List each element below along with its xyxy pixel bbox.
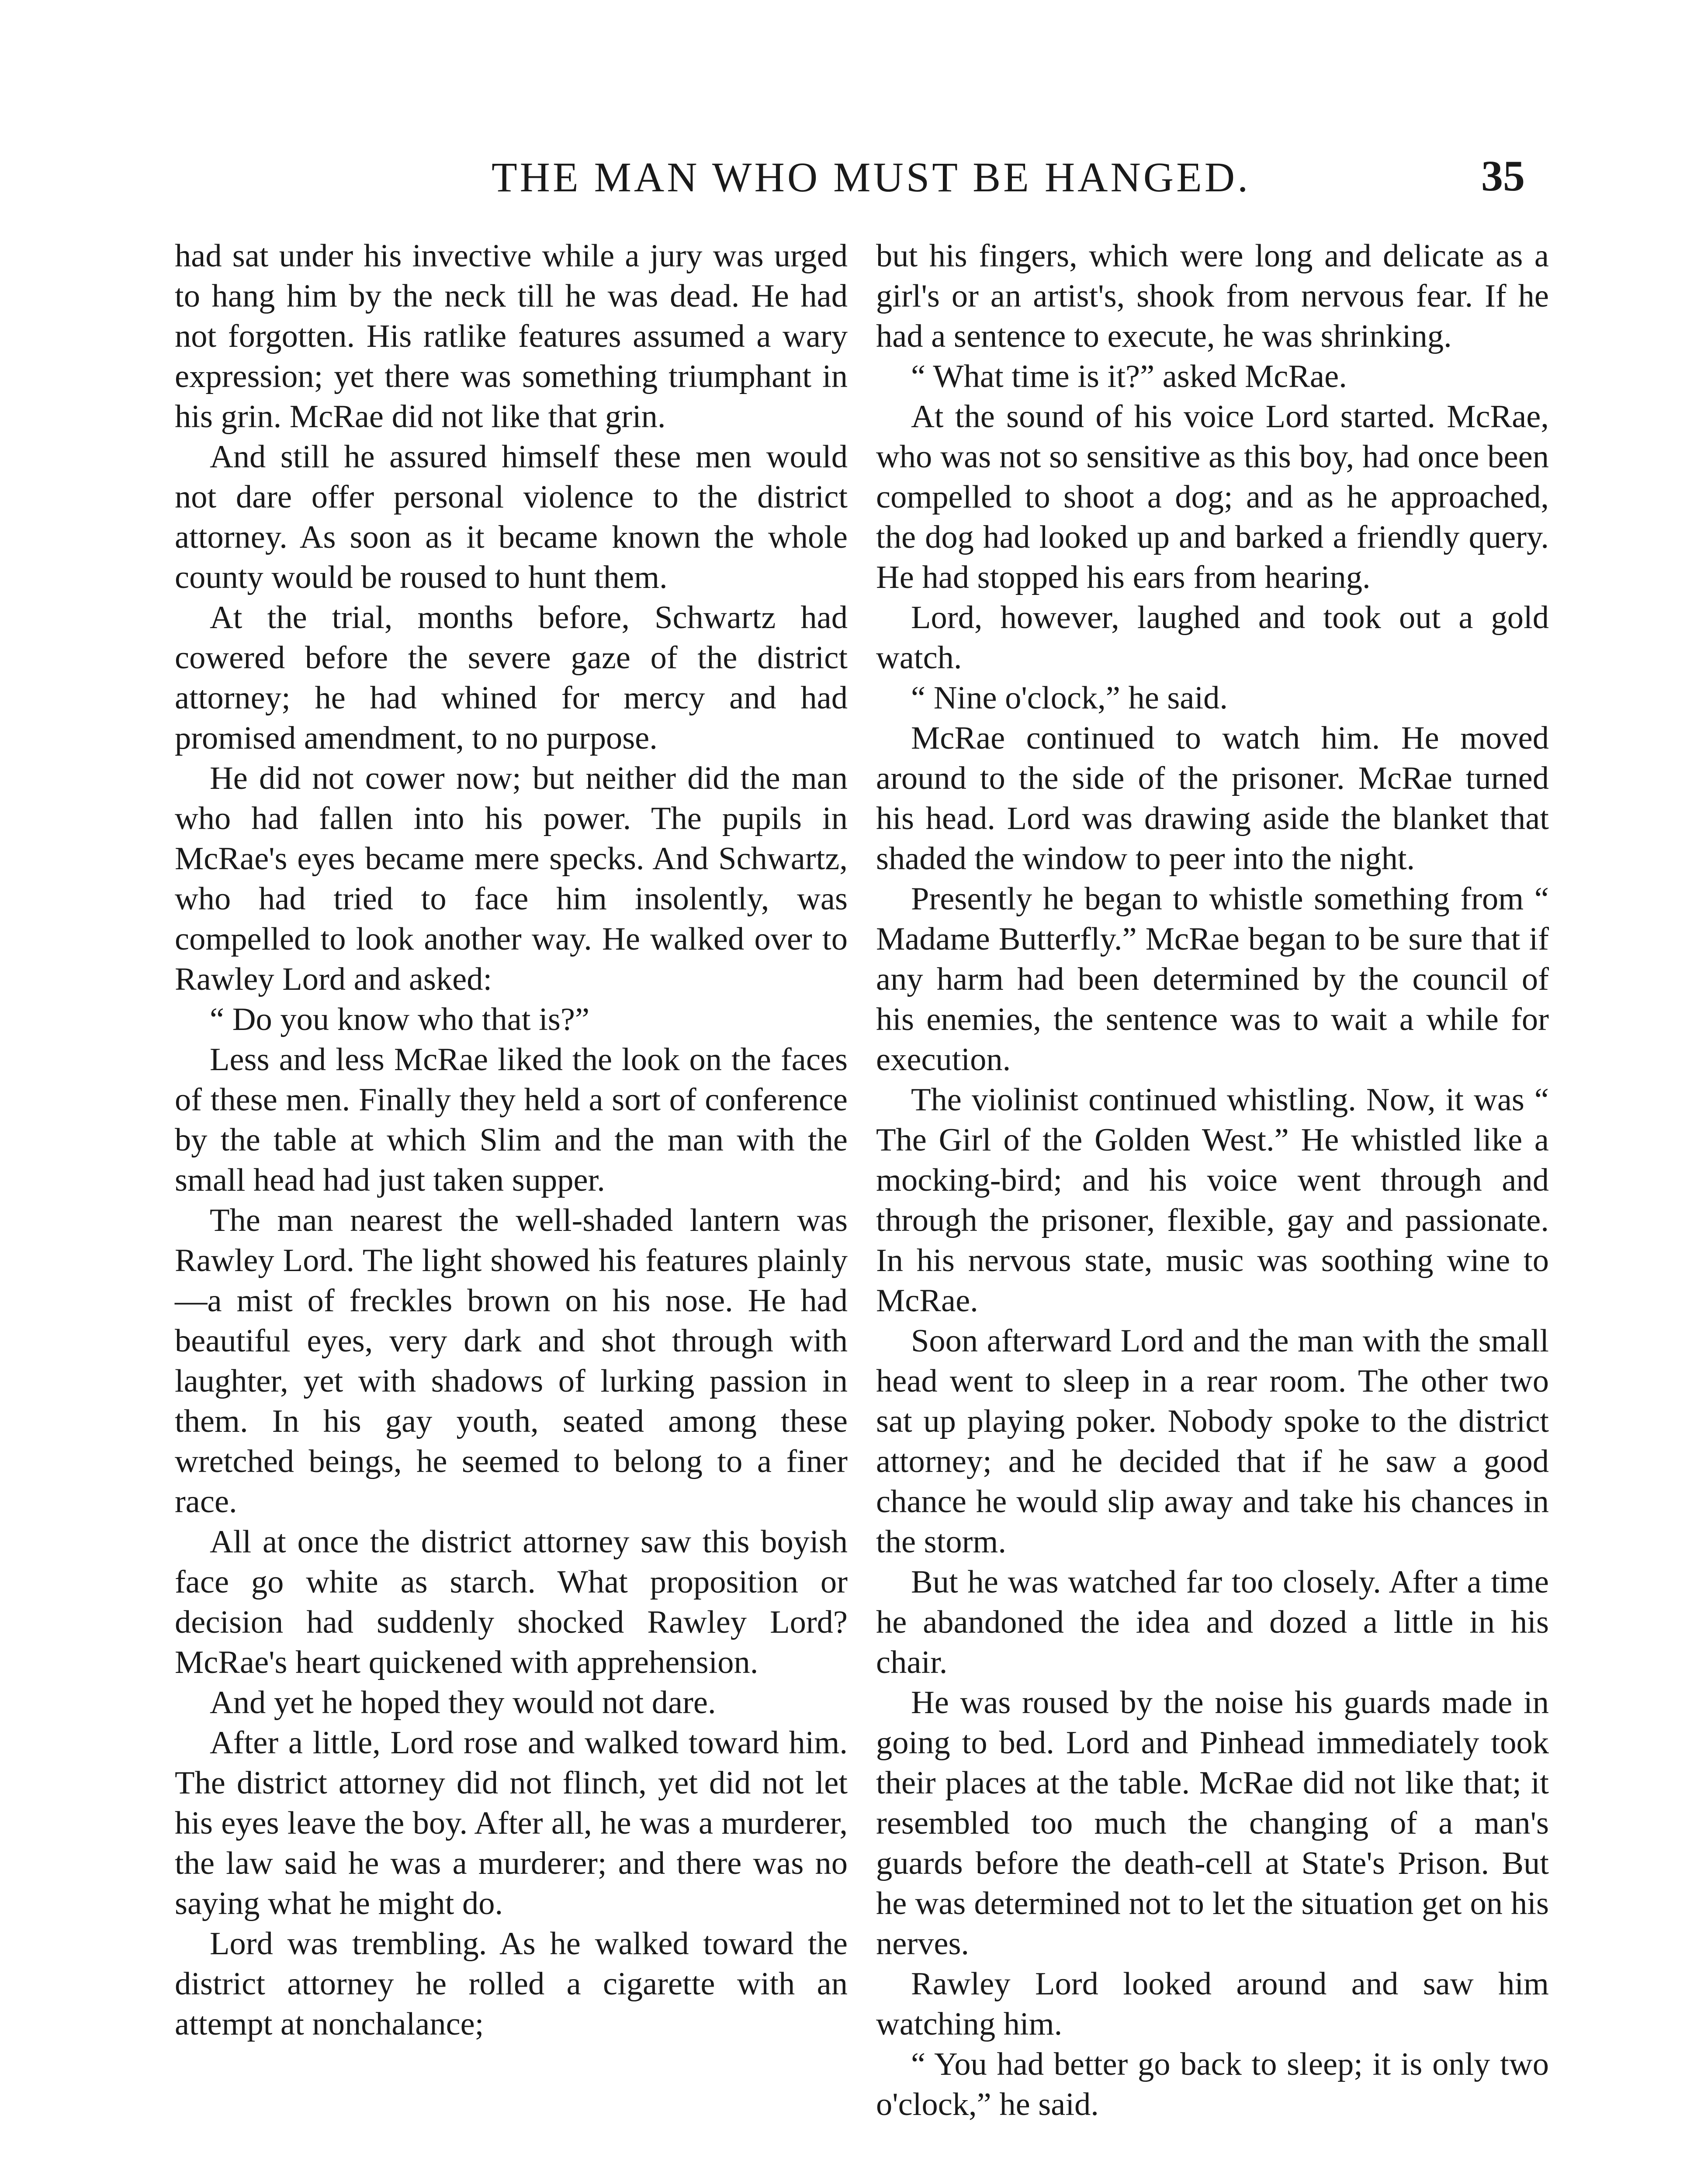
paragraph: Lord, however, laughed and took out a gold watch. xyxy=(876,600,1549,676)
running-title: THE MAN WHO MUST BE HANGED. xyxy=(492,154,1251,200)
paragraph: At the sound of his voice Lord started. McRae, who was not so sensitive as this boy, had once been compelled to shoot a dog; and as he approached, the dog had looked up and barked a friendly query. He had stopped his ears from hearing. xyxy=(876,399,1549,595)
paragraph: Lord was trembling. As he walked toward the district attorney he rolled a cigarette with an attempt at nonchalance; xyxy=(175,1926,848,2042)
paragraph: But he was watched far too closely. After a time he abandoned the idea and dozed a little in his chair. xyxy=(876,1564,1549,1680)
page-number: 35 xyxy=(1481,152,1525,200)
right-column xyxy=(876,236,1549,2125)
paragraph: The man nearest the well-shaded lantern was Rawley Lord. The light showed his features plainly—a mist of freckles brown on his nose. He had beautiful eyes, very dark and shot through with laughter, yet with shadows of lurking passion in them. In his gay youth, seated among these wretched beings, he seemed to belong to a finer race. xyxy=(175,1203,848,1520)
paragraph: “ Do you know who that is?” xyxy=(210,1002,590,1037)
paragraph: The violinist continued whistling. Now, it was “ The Girl of the Golden West.” He whistled like a mocking-bird; and his voice went through and through the prisoner, flexible, gay and passionate. In his nervous state, music was soothing wine to McRae. xyxy=(876,1082,1549,1319)
paragraph: Less and less McRae liked the look on the faces of these men. Finally they held a sort of conference by the table at which Slim and the man with the small head had just taken supper. xyxy=(175,1042,848,1198)
paragraph: “ What time is it?” asked McRae. xyxy=(911,359,1347,394)
paragraph: And yet he hoped they would not dare. xyxy=(210,1685,716,1721)
paragraph: had sat under his invective while a jury was urged to hang him by the neck till he was dead. He had not forgotten. His ratlike features assumed a wary expression; yet there was something triumphant in his grin. McRae did not like that grin. xyxy=(175,238,848,435)
left-column xyxy=(175,236,848,2044)
paragraph: All at once the district attorney saw this boyish face go white as starch. What proposition or decision had suddenly shocked Rawley Lord? McRae's heart quickened with apprehension. xyxy=(175,1524,848,1680)
paragraph: After a little, Lord rose and walked toward him. The district attorney did not flinch, yet did not let his eyes leave the boy. After all, he was a murderer, the law said he was a murderer; and there was no saying what he might do. xyxy=(175,1725,848,1921)
paragraph: Rawley Lord looked around and saw him watching him. xyxy=(876,1966,1549,2042)
paragraph: “ You had better go back to sleep; it is only two o'clock,” he said. xyxy=(876,2046,1549,2122)
paragraph: Presently he began to whistle something from “ Madame Butterfly.” McRae began to be sure that if any harm had been determined by the council of his enemies, the sentence was to wait a while for execution. xyxy=(876,881,1549,1078)
paragraph: “ Nine o'clock,” he said. xyxy=(911,680,1228,716)
paragraph: He was roused by the noise his guards made in going to bed. Lord and Pinhead immediately took their places at the table. McRae did not like that; it resembled too much the changing of a man's guards before the death-cell at State's Prison. But he was determined not to let the situation get on his nerves. xyxy=(876,1685,1549,1962)
paragraph: He did not cower now; but neither did the man who had fallen into his power. The pupils in McRae's eyes became mere specks. And Schwartz, who had tried to face him insolently, was compelled to look another way. He walked over to Rawley Lord and asked: xyxy=(175,760,848,997)
paragraph: At the trial, months before, Schwartz had cowered before the severe gaze of the district attorney; he had whined for mercy and had promised amendment, to no purpose. xyxy=(175,600,848,756)
paragraph: McRae continued to watch him. He moved around to the side of the prisoner. McRae turned his head. Lord was drawing aside the blanket that shaded the window to peer into the night. xyxy=(876,720,1549,877)
paragraph: Soon afterward Lord and the man with the small head went to sleep in a rear room. The other two sat up playing poker. Nobody spoke to the district attorney; and he decided that if he saw a good chance he would slip away and take his chances in the storm. xyxy=(876,1323,1549,1560)
paragraph: but his fingers, which were long and delicate as a girl's or an artist's, shook from nervous fear. If he had a sentence to execute, he was shrinking. xyxy=(876,238,1549,354)
paragraph: And still he assured himself these men would not dare offer personal violence to the district attorney. As soon as it became known the whole county would be roused to hunt them. xyxy=(175,439,848,595)
